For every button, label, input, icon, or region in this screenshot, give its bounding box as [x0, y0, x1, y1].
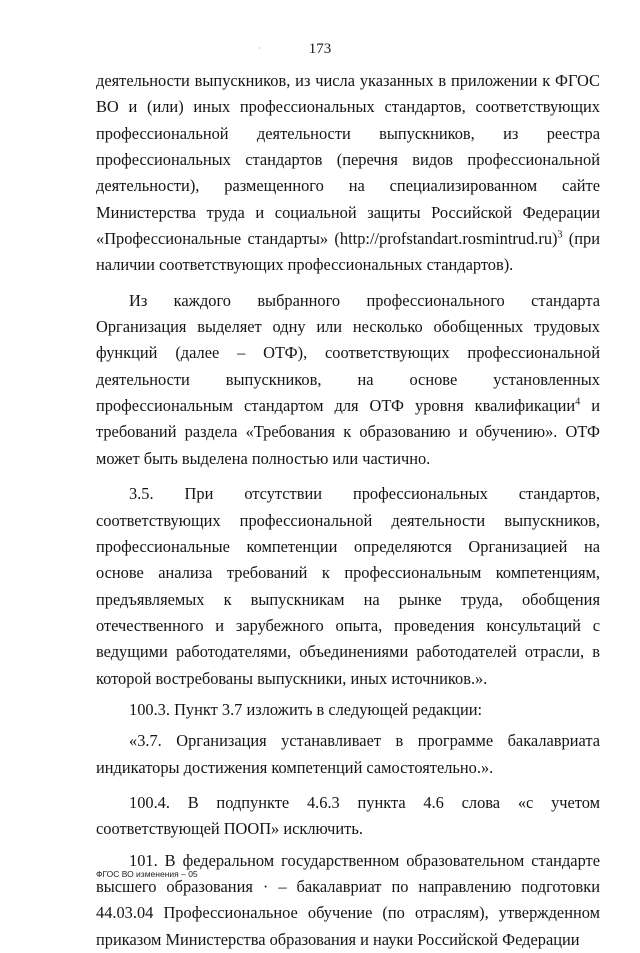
paragraph-101: 101. В федеральном государственном образовательном стандарте высшего образования · – бакалавриат по направлению подготовки 44.03.04 Профессиональное обучение (по отраслям), утвержденном приказом Министерства образования и науки Российской Федерации	[96, 850, 600, 949]
paragraph-continuation: деятельности выпускников, из числа указанных в приложении к ФГОС ВО и (или) иных профессиональных стандартов, соответствующих профессиональной деятельности выпускников, из реестра профессиональных стандартов (перечня видов профессиональной деятельности), размещенного на специализированном сайте Министерства труда и социальной защиты Российской Федерации «Профессиональные стандарты» (http://profstandart.rosmintrud.ru)$^3$ (при наличии соответствующих профессиональных стандартов).	[96, 71, 600, 275]
paragraph-otf: Из каждого выбранного профессионального стандарта Организация выделяет одну или несколько обобщенных трудовых функций (далее – ОТФ), соответствующих профессиональной деятельности выпускников, на основе установленных профессиональным стандартом для ОТФ уровня квалификации$^4$ и требований раздела «Требования к образованию и обучению». ОТФ может быть выделена полностью или частично.	[96, 290, 601, 468]
paragraph-100-3: 100.3. Пункт 3.7 изложить в следующей редакции:	[129, 699, 483, 719]
paragraph-100-4: 100.4. В подпункте 4.6.3 пункта 4.6 слова «с учетом соответствующей ПООП» исключить.	[96, 792, 600, 839]
page-footer: ФГОС ВО изменения – 05	[96, 869, 198, 879]
scan-mark: ·	[258, 44, 261, 53]
paragraph-3-5: 3.5. При отсутствии профессиональных стандартов, соответствующих профессиональной деятельности выпускников, профессиональные компетенции определяются Организацией на основе анализа требований к профессиональным компетенциям, предъявляемых к выпускникам на рынке труда, обобщения отечественного и зарубежного опыта, проведения консультаций с ведущими работодателями, объединениями работодателей отрасли, в которой востребованы выпускники, иных источников.».	[96, 484, 600, 688]
footnote-ref-4: 4	[575, 396, 581, 408]
paragraph-3-7: «3.7. Организация устанавливает в программе бакалавриата индикаторы достижения компетенций самостоятельно.».	[96, 731, 600, 777]
document-body	[96, 68, 600, 953]
footnote-ref-3: 3	[557, 229, 563, 241]
page-number: 173	[308, 41, 332, 57]
